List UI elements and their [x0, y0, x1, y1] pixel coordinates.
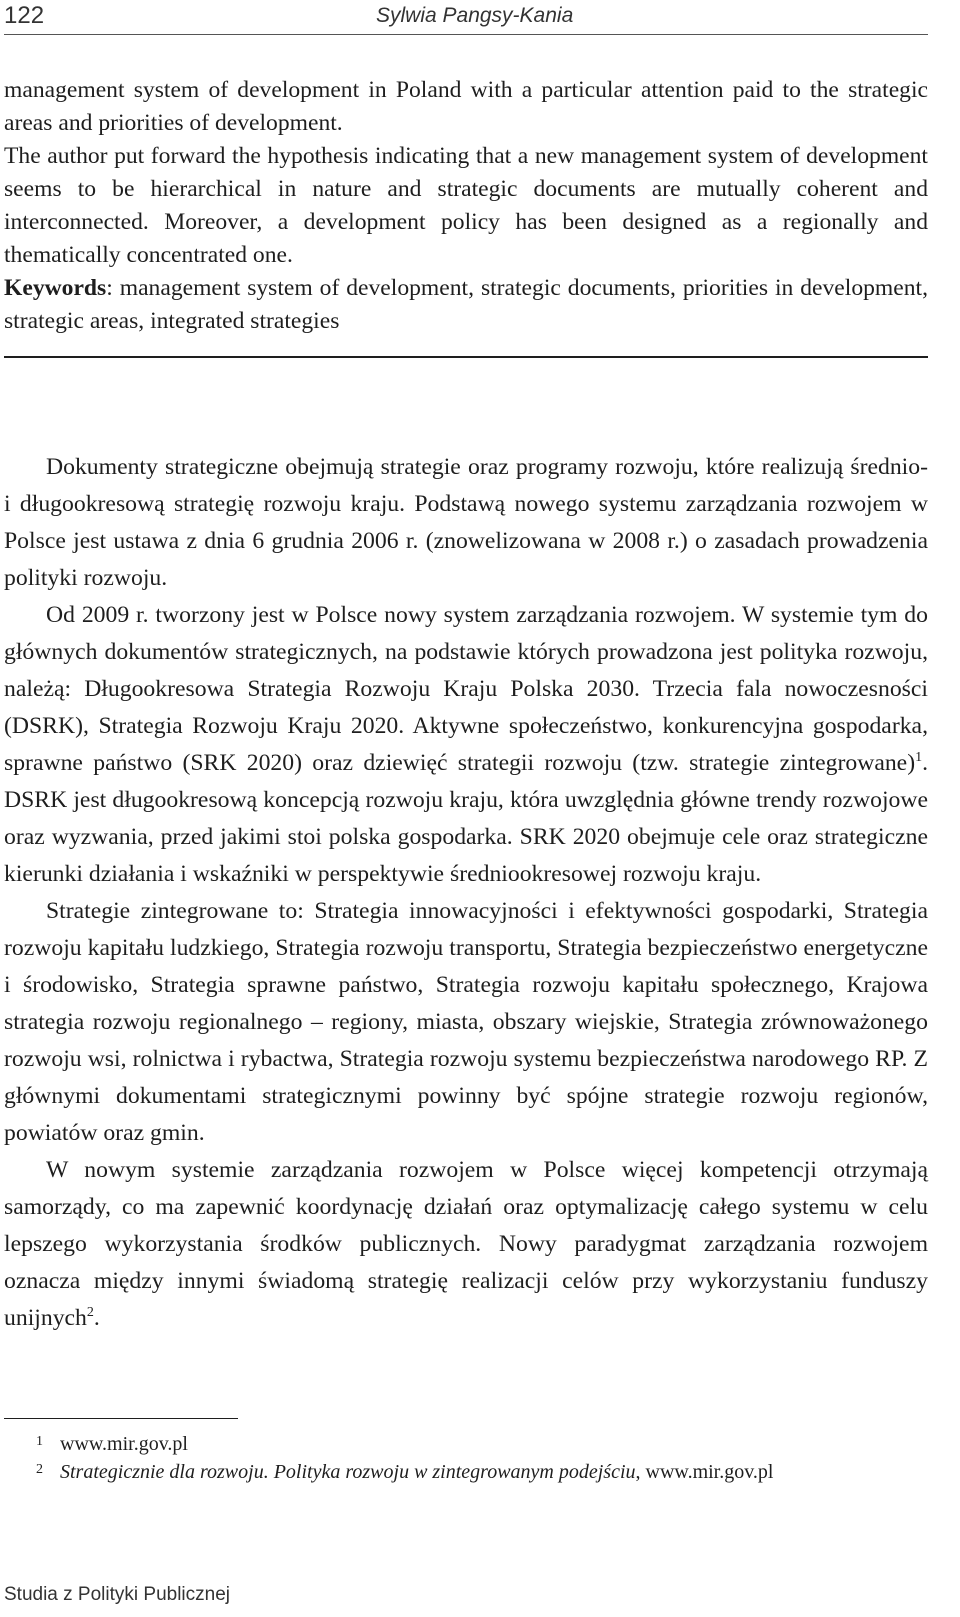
body-paragraph: Strategie zintegrowane to: Strategia innowacyjności i efektywności gospodarki, Strategia rozwoju kapitału ludzkiego, Strategia rozwoju transportu, Strategia bezpieczeństwo energetyczne i środowisko, Strategia sprawne państwo, Strategia rozwoju kapitału społecznego, Krajowa strategia rozwoju regionalnego – regiony, miasta, obszary wiejskie, Strategia zrównoważonego rozwoju wsi, rolnictwa i rybactwa, Strategia rozwoju systemu bezpieczeństwa narodowego RP. Z głównymi dokumentami strategicznymi powinny być spójne strategie rozwoju regionów, powiatów oraz gmin.: [4, 898, 928, 1146]
journal-footer: Studia z Polityki Publicznej: [4, 1584, 230, 1605]
body-text-span: .: [93, 1305, 100, 1331]
keywords-label: Keywords: [4, 275, 107, 301]
abstract-paragraph: The author put forward the hypothesis indicating that a new management system of development seems to be hierarchical in nature and strategic documents are mutually coherent and interconnected. Moreover, a development policy has been designed as a regionally and thematically concentrated one.: [4, 143, 928, 268]
body-text-span: Od 2009 r. tworzony jest w Polsce nowy system zarządzania rozwojem. W systemie tym do głównych dokumentów strategicznych, na podstawie których prowadzona jest polityka rozwoju, należą: Długookresowa Strategia Rozwoju Kraju Polska 2030. Trzecia fala nowoczesności (DSRK), Strategia Rozwoju Kraju 2020. Aktywne społeczeństwo, konkurencyjna gospodarka, sprawne państwo (SRK 2020) oraz dziewięć strategii rozwoju (tzw. strategie zintegrowane): [4, 602, 928, 776]
body-paragraph: [4, 597, 928, 893]
footnote: [36, 1429, 926, 1457]
footnote-link[interactable]: www.mir.gov.pl: [60, 1433, 188, 1455]
keywords: [4, 272, 928, 338]
footnote-divider: [4, 1418, 238, 1419]
footnote-reference[interactable]: 1: [915, 750, 923, 765]
footnote-title: Strategicznie dla rozwoju. Polityka rozwoju w zintegrowanym podejściu: [60, 1461, 636, 1483]
body-paragraph: Dokumenty strategiczne obejmują strategie oraz programy rozwoju, które realizują średnio- i długookresową strategię rozwoju kraju. Podstawą nowego systemu zarządzania rozwojem w Polsce jest ustawa z dnia 6 grudnia 2006 r. (znowelizowana w 2008 r.) o zasadach prowadzenia polityki rozwoju.: [4, 454, 928, 591]
page-number: 122: [4, 2, 45, 29]
footnotes: [36, 1429, 926, 1485]
main-text: [4, 449, 928, 1337]
footnote-link[interactable]: , www.mir.gov.pl: [635, 1461, 774, 1483]
body-text-span: . DSRK jest długookresową koncepcją rozwoju kraju, która uwzględnia główne trendy rozwojowe oraz wyzwania, przed jakimi stoi polska gospodarka. SRK 2020 obejmuje cele oraz strategiczne kierunki działania i wskaźniki w perspektywie średniookresowej rozwoju kraju.: [4, 750, 928, 887]
footnote: [36, 1457, 926, 1485]
running-header: [4, 0, 928, 35]
body-paragraph: [4, 1152, 928, 1337]
footnote-reference[interactable]: 2: [86, 1305, 94, 1320]
abstract: [4, 74, 928, 338]
footnote-number: 1: [36, 1434, 43, 1449]
keywords-text: : management system of development, strategic documents, priorities in development, strategic areas, integrated strategies: [4, 275, 928, 334]
running-head-author: Sylwia Pangsy-Kania: [376, 4, 574, 27]
abstract-divider: [4, 356, 928, 358]
body-text-span: W nowym systemie zarządzania rozwojem w Polsce więcej kompetencji otrzymają samorządy, co ma zapewnić koordynację działań oraz optymalizację całego systemu w celu lepszego wykorzystania środków publicznych. Nowy paradygmat zarządzania rozwojem oznacza między innymi świadomą strategię realizacji celów przy wykorzystaniu funduszy unijnych: [4, 1157, 928, 1331]
abstract-paragraph: management system of development in Poland with a particular attention paid to the strategic areas and priorities of development.: [4, 77, 928, 136]
footnote-number: 2: [36, 1462, 43, 1477]
